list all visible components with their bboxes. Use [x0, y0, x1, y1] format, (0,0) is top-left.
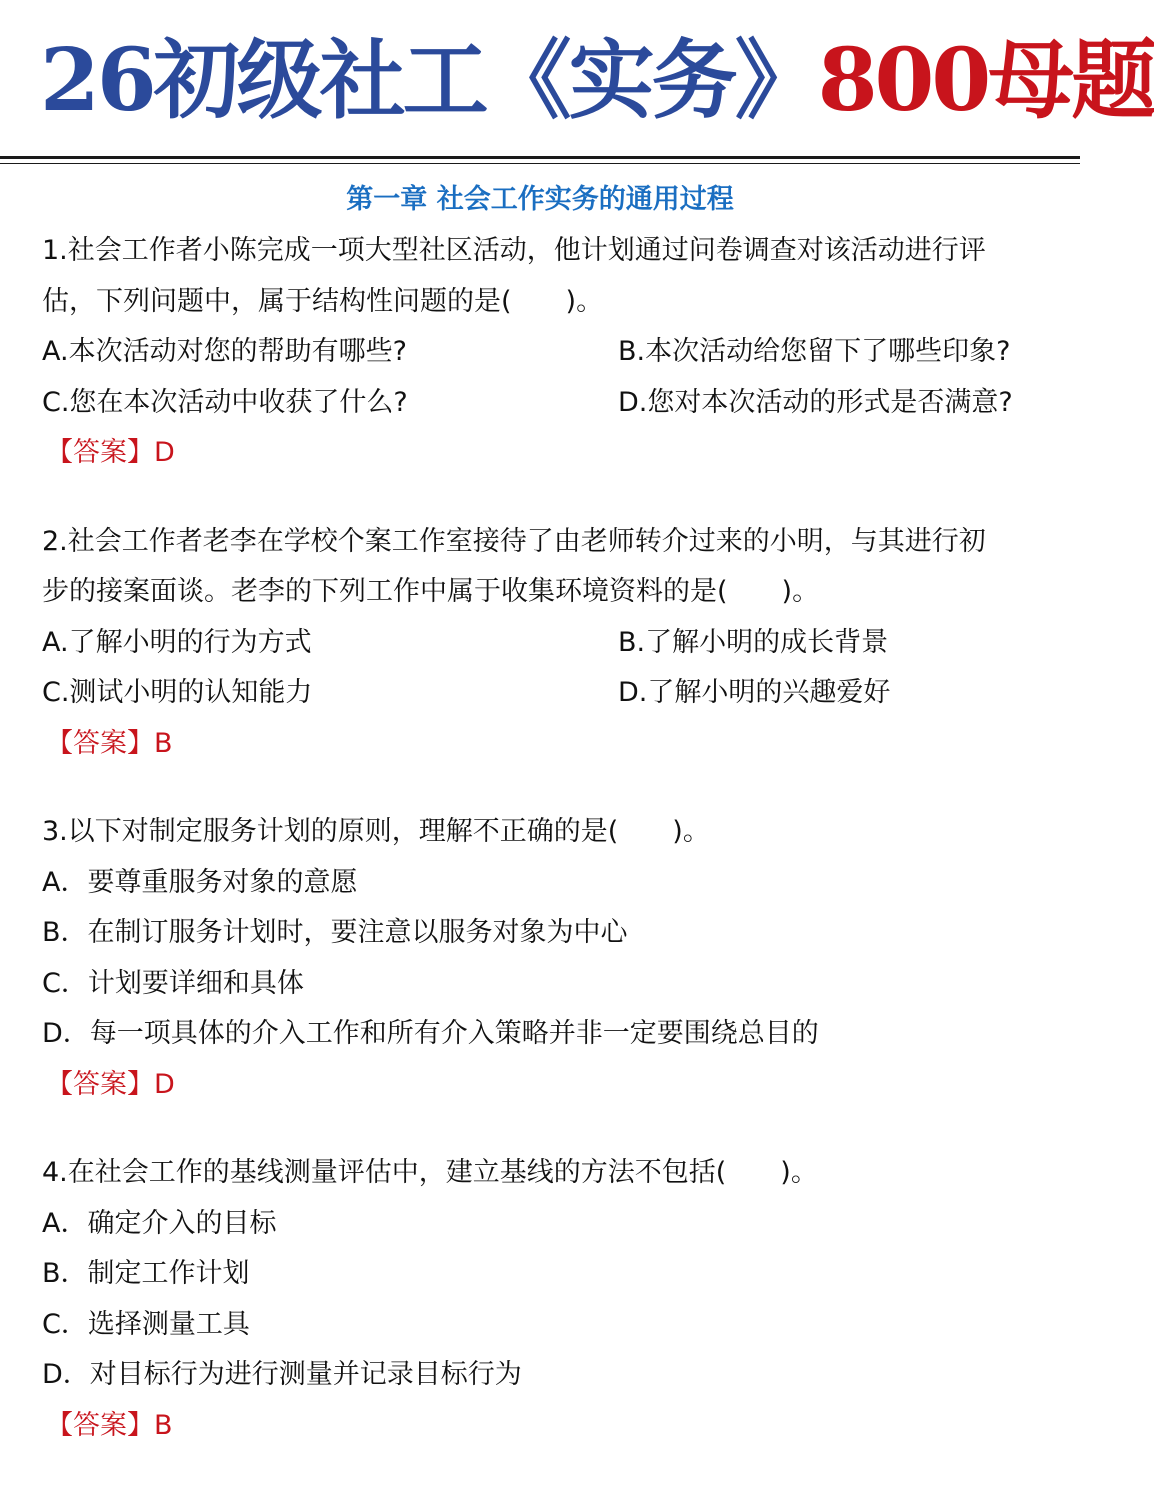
option-a: A．确定介入的目标 — [42, 1207, 277, 1239]
header-divider-thick — [0, 156, 1080, 159]
question-2 — [42, 517, 1032, 770]
title-blue-part: 26初级社工《实务》 — [40, 30, 818, 131]
answer-label: 【答案】D — [46, 437, 175, 468]
answer-label: 【答案】B — [46, 727, 173, 759]
question-stem: 4.在社会工作的基线测量评估中，建立基线的方法不包括( )。 — [42, 1157, 818, 1188]
option-d: D.您对本次活动的形式是否满意? — [618, 386, 1013, 418]
question-stem: 步的接案面谈。老李的下列工作中属于收集环境资料的是( )。 — [42, 576, 820, 607]
question-stem: 1.社会工作者小陈完成一项大型社区活动，他计划通过问卷调查对该活动进行评 — [42, 235, 986, 266]
option-b: B.了解小明的成长背景 — [618, 626, 889, 658]
option-d: D．对目标行为进行测量并记录目标行为 — [42, 1359, 522, 1390]
question-3 — [42, 807, 1032, 1110]
option-b: B．制定工作计划 — [42, 1258, 250, 1289]
page-title — [40, 26, 1154, 136]
header-divider-thin — [0, 163, 1080, 164]
options-grid — [42, 618, 1032, 719]
question-stem: 3.以下对制定服务计划的原则，理解不正确的是( )。 — [42, 816, 710, 847]
question-stem: 估，下列问题中，属于结构性问题的是( )。 — [42, 285, 604, 317]
option-b: B．在制订服务计划时，要注意以服务对象为中心 — [42, 917, 628, 948]
option-d: D.了解小明的兴趣爱好 — [618, 677, 891, 708]
option-b: B.本次活动给您留下了哪些印象? — [618, 336, 1011, 367]
option-c: C．计划要详细和具体 — [42, 967, 304, 999]
question-list — [42, 226, 1032, 1489]
option-c: C.您在本次活动中收获了什么? — [42, 386, 408, 418]
title-red-part: 800母题 — [817, 30, 1154, 131]
chapter-heading: 第一章 社会工作实务的通用过程 — [346, 184, 734, 215]
option-d: D．每一项具体的介入工作和所有介入策略并非一定要围绕总目的 — [42, 1018, 819, 1049]
option-a: A.了解小明的行为方式 — [42, 626, 312, 658]
question-4 — [42, 1148, 1032, 1451]
options-grid — [42, 327, 1032, 428]
option-a: A．要尊重服务对象的意愿 — [42, 866, 358, 898]
answer-label: 【答案】B — [46, 1409, 173, 1441]
option-c: C．选择测量工具 — [42, 1308, 250, 1340]
question-stem: 2.社会工作者老李在学校个案工作室接待了由老师转介过来的小明，与其进行初 — [42, 525, 986, 557]
page-header — [0, 0, 1154, 158]
option-c: C.测试小明的认知能力 — [42, 677, 313, 708]
answer-label: 【答案】D — [46, 1068, 175, 1100]
question-1 — [42, 226, 1032, 479]
option-a: A.本次活动对您的帮助有哪些? — [42, 336, 407, 367]
